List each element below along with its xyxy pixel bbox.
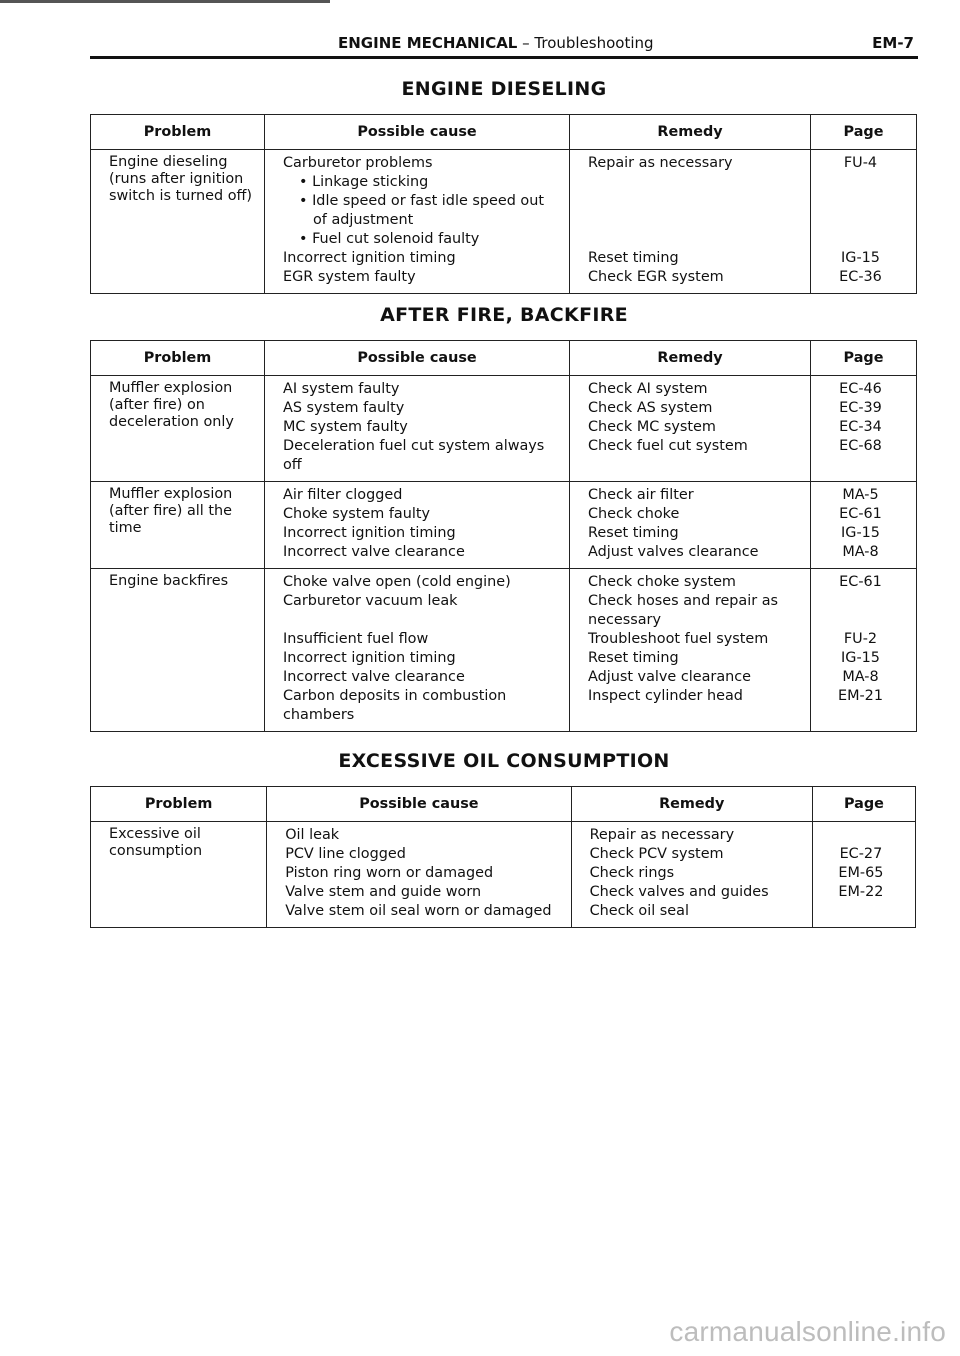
cell-line: of adjustment: [313, 212, 414, 228]
cell-line: EC-61: [839, 574, 882, 590]
cell-line: Incorrect valve clearance: [283, 669, 465, 685]
cell-line: PCV line clogged: [285, 846, 406, 862]
cell-line: off: [283, 457, 302, 473]
cell-line: deceleration only: [109, 414, 234, 430]
cell-line: Muffler explosion: [109, 486, 233, 502]
cell-line: Inspect cylinder head: [588, 688, 743, 704]
cell-line: EM-22: [838, 884, 884, 900]
cell-line: Excessive oil: [109, 826, 201, 842]
cell-line: (runs after ignition: [109, 171, 244, 187]
cell-line: Deceleration fuel cut system always: [283, 438, 545, 454]
cell-line: • Idle speed or fast idle speed out: [299, 193, 544, 209]
table-row: [91, 150, 917, 294]
cell-line: Reset timing: [588, 525, 679, 541]
cell-line: FU-2: [843, 631, 878, 647]
cell-line: Incorrect ignition timing: [283, 525, 456, 541]
cell-line: EC-34: [839, 419, 882, 435]
possible-cause-cell: [265, 482, 570, 569]
col-remedy: Remedy: [571, 787, 812, 822]
cell-line: Incorrect ignition timing: [283, 650, 456, 666]
cell-line: Valve stem and guide worn: [285, 884, 482, 900]
cell-line: EC-46: [839, 381, 882, 397]
col-remedy: Remedy: [570, 115, 811, 150]
watermark: carmanualsonline.info: [669, 1316, 946, 1347]
cell-line: Engine dieseling: [109, 154, 228, 170]
page-ref-cell: [811, 482, 917, 569]
cell-line: Insufficient fuel flow: [283, 631, 429, 647]
cell-line: Carburetor problems: [283, 155, 433, 171]
cell-line: Incorrect ignition timing: [283, 250, 456, 266]
cell-line: EM-21: [837, 688, 883, 704]
section-title-engine-dieseling: ENGINE DIESELING: [401, 78, 607, 100]
table-header-row: [91, 115, 917, 150]
cell-line: MA-5: [842, 487, 879, 503]
page-ref-cell: [811, 376, 917, 482]
problem-cell: [91, 482, 265, 569]
cell-line: MA-8: [842, 544, 879, 560]
cell-line: IG-15: [841, 650, 880, 666]
cell-line: AS system faulty: [283, 400, 405, 416]
table-row: [91, 569, 917, 732]
header-page-id: EM-7: [872, 34, 914, 52]
cell-line: AI system faulty: [283, 381, 400, 397]
cell-line: Muffler explosion: [109, 380, 233, 396]
cell-line: Valve stem oil seal worn or damaged: [285, 903, 552, 919]
cell-line: switch is turned off): [109, 188, 253, 204]
problem-cell: [91, 569, 265, 732]
cell-line: Repair as necessary: [589, 827, 735, 843]
cell-line: (after fire) on: [109, 397, 205, 413]
cell-line: Carburetor vacuum leak: [283, 593, 458, 609]
problem-cell: [91, 150, 265, 294]
cell-line: • Fuel cut solenoid faulty: [299, 231, 480, 247]
scan-edge-line: [0, 0, 330, 3]
possible-cause-cell: [267, 822, 571, 928]
col-remedy: Remedy: [570, 341, 811, 376]
cell-line: Check choke system: [588, 574, 736, 590]
cell-line: Repair as necessary: [588, 155, 733, 171]
cell-line: Oil leak: [285, 827, 340, 843]
remedy-cell: [570, 150, 811, 294]
cell-line: EGR system faulty: [283, 269, 416, 285]
cell-line: MC system faulty: [283, 419, 408, 435]
cell-line: Check rings: [589, 865, 675, 881]
table-excessive-oil-consumption: [90, 786, 916, 928]
cell-line: IG-15: [841, 525, 880, 541]
page-header: [90, 30, 918, 59]
table-row: [91, 482, 917, 569]
remedy-cell: [571, 822, 812, 928]
table-after-fire-backfire: [90, 340, 917, 732]
cell-line: IG-15: [841, 250, 880, 266]
possible-cause-cell: [265, 150, 570, 294]
cell-line: Check fuel cut system: [588, 438, 748, 454]
cell-line: EC-61: [839, 506, 882, 522]
cell-line: Check PCV system: [589, 846, 724, 862]
col-problem: Problem: [91, 115, 265, 150]
remedy-cell: [570, 376, 811, 482]
cell-line: consumption: [109, 843, 203, 859]
cell-line: Check hoses and repair as: [588, 593, 779, 609]
page-ref-cell: [811, 150, 917, 294]
col-possible-cause: Possible cause: [265, 115, 570, 150]
cell-line: EC-68: [839, 438, 882, 454]
table-row: [91, 822, 916, 928]
cell-line: Reset timing: [588, 250, 679, 266]
cell-line: (after fire) all the: [109, 503, 232, 519]
page-ref-cell: [812, 822, 915, 928]
cell-line: Check air filter: [588, 487, 694, 503]
cell-line: Check AI system: [588, 381, 708, 397]
section-title-excessive-oil-consumption: EXCESSIVE OIL CONSUMPTION: [338, 750, 670, 772]
cell-line: Adjust valves clearance: [588, 544, 759, 560]
col-page: Page: [811, 341, 917, 376]
cell-line: Carbon deposits in combustion: [283, 688, 507, 704]
possible-cause-cell: [265, 376, 570, 482]
remedy-cell: [570, 482, 811, 569]
remedy-cell: [570, 569, 811, 732]
section-title-after-fire-backfire: AFTER FIRE, BACKFIRE: [380, 304, 628, 326]
cell-line: Check EGR system: [588, 269, 724, 285]
cell-line: MA-8: [842, 669, 879, 685]
cell-line: Check valves and guides: [589, 884, 769, 900]
cell-line: • Linkage sticking: [299, 174, 429, 190]
header-title: ENGINE MECHANICAL – Troubleshooting: [338, 34, 654, 52]
cell-line: Incorrect valve clearance: [283, 544, 465, 560]
cell-line: Check choke: [588, 506, 680, 522]
cell-line: Check AS system: [588, 400, 713, 416]
cell-line: Piston ring worn or damaged: [285, 865, 494, 881]
cell-line: Choke system faulty: [283, 506, 430, 522]
table-row: [91, 376, 917, 482]
col-problem: Problem: [91, 341, 265, 376]
col-page: Page: [812, 787, 915, 822]
cell-line: Air filter clogged: [283, 487, 403, 503]
cell-line: Check oil seal: [589, 903, 689, 919]
cell-line: Choke valve open (cold engine): [283, 574, 511, 590]
col-problem: Problem: [91, 787, 267, 822]
cell-line: Reset timing: [588, 650, 679, 666]
cell-line: Check MC system: [588, 419, 716, 435]
problem-cell: [91, 822, 267, 928]
problem-cell: [91, 376, 265, 482]
table-header-row: [91, 341, 917, 376]
col-page: Page: [811, 115, 917, 150]
cell-line: Engine backfires: [109, 573, 229, 589]
cell-line: FU-4: [843, 155, 878, 171]
col-possible-cause: Possible cause: [265, 341, 570, 376]
cell-line: Troubleshoot fuel system: [588, 631, 769, 647]
cell-line: EC-27: [839, 846, 883, 862]
page-ref-cell: [811, 569, 917, 732]
cell-line: chambers: [283, 707, 355, 723]
cell-line: EC-39: [839, 400, 882, 416]
cell-line: EM-65: [838, 865, 884, 881]
col-possible-cause: Possible cause: [267, 787, 571, 822]
table-header-row: [91, 787, 916, 822]
cell-line: EC-36: [839, 269, 882, 285]
cell-line: necessary: [588, 612, 661, 628]
cell-line: Adjust valve clearance: [588, 669, 752, 685]
table-engine-dieseling: [90, 114, 917, 294]
possible-cause-cell: [265, 569, 570, 732]
cell-line: time: [109, 520, 142, 536]
